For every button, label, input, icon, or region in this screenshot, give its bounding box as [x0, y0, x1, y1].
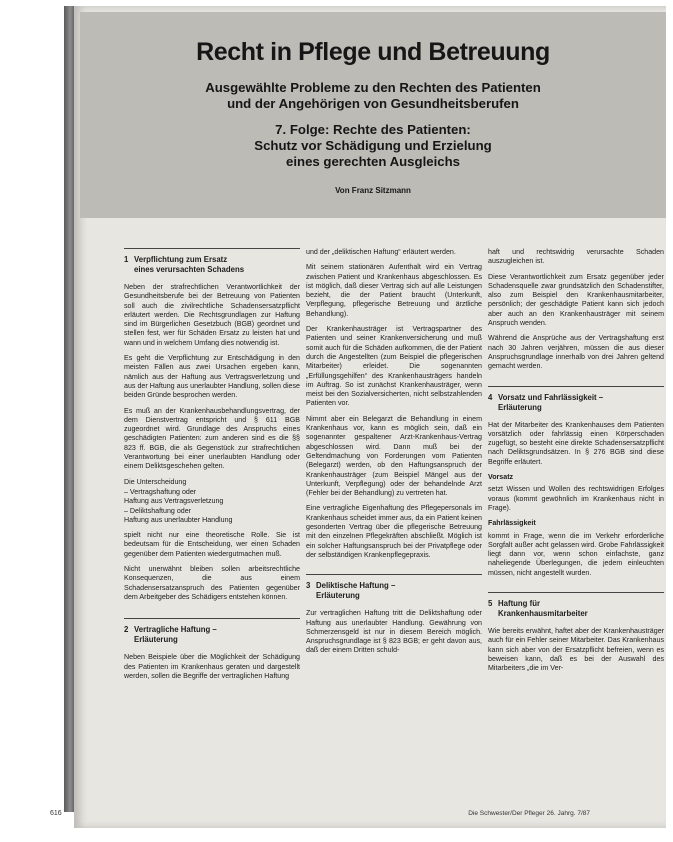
body-paragraph: Nimmt aber ein Belegarzt die Behandlung in einem Krankenhaus vor, kann es möglich sein, daß ein sogenannter gespaltener Arzt-Krankenhaus-Vertrag abgeschlossen wird. Dann muß bei der Geltendmachung von Forderungen vom Patienten (Belegarzt) werden, ob den Haftungsanspruch der Krankenhausträger (zum Beispiel Mängel aus der Unterkunft, Verpflegung) oder der behandelnde Arzt (Fehler bei der Behandlung) zu vertreten hat. — [306, 414, 482, 498]
body-paragraph: Wie bereits erwähnt, haftet aber der Krankenhausträger auch für ein Fehler seiner Mitarbeiter. Das Krankenhaus kann sich aber von der Ersatzpflicht befreien, wenn es beweisen kann, daß es bei der Auswahl des Mitarbeiters „die im Ver- — [488, 627, 664, 673]
body-paragraph: Es geht die Verpflichtung zur Entschädigung in den meisten Fällen aus zwei Ursachen ergeben kann, nämlich aus der Haftung aus Vertragsverletzung und aus der Haftung aus unerlaubter Handlung, sollen diese beiden Gründe besprochen werden. — [124, 354, 300, 400]
body-paragraph: Diese Verantwortlichkeit zum Ersatz gegenüber jeder Schadensquelle zwar grundsätzlich den Schadenstifter, also zum Beispiel den Krankenhausmitarbeiter, persönlich; der geschädigte Patient kann sich jedoch aber auch an den Krankenhausträger mit seinem Anspruch wenden. — [488, 272, 664, 328]
section-heading-3 — [306, 574, 482, 601]
list-item: – Vertragshaftung oder — [124, 487, 197, 496]
body-paragraph: und der „deliktischen Haftung“ erläutert werden. — [306, 248, 456, 256]
body-paragraph: spielt nicht nur eine theoretische Rolle. Sie ist bedeutsam für die Entscheidung, wer einen Schaden gegenüber dem Patienten wiedergutmachen muß. — [124, 531, 300, 558]
article-header — [80, 12, 666, 218]
section-title: Deliktische Haftung – — [316, 581, 396, 591]
body-paragraph: Während die Ansprüche aus der Vertragshaftung erst nach 30 Jahren verjähren, müssen die aus dieser Anspruchsgrundlage innerhalb von drei Jahren geltend gemacht werden. — [488, 334, 664, 371]
section-number: 3 — [306, 581, 311, 591]
section-number: 4 — [488, 392, 493, 402]
subheading-fahrlaessigkeit: Fahrlässigkeit — [488, 519, 536, 528]
body-paragraph: Nicht unerwähnt bleiben sollen arbeitsrechtliche Konsequenzen, die aus einem Schadensersatzanspruch des Patienten gegenüber dem Arbeitgeber des Schädigers entstehen können. — [124, 565, 300, 601]
body-paragraph: Eine vertragliche Eigenhaftung des Pflegepersonals im Krankenhaus scheidet immer aus, da ein Patient keinen gesonderten Vertrag über die pflegerische Betreuung mit den einzelnen Pflegekräften abschließt. Möglich ist ein solcher Haftungsanspruch bei der Privatpflege oder der selbständigen Krankenpflegepraxis. — [306, 504, 482, 559]
list-item: Haftung aus unerlaubter Handlung — [124, 515, 233, 524]
list-intro: Die Unterscheidung — [124, 477, 187, 486]
text-column-right — [488, 248, 664, 804]
running-footer: Die Schwester/Der Pfleger 26. Jahrg. 7/87 — [468, 810, 590, 817]
body-paragraph: Es muß an der Krankenhausbehandlungsvertrag, der dem Dienstvertrag entspricht und § 611 BGB zugeordnet wird. Grundlage des Anspruchs eines geschädigten Patienten: zum anderen sind es die §§ 823 ff. BGB, die als Gegenstück zur strafrechtlichen Verantwortung bei einer unerlaubten Handlung oder einem Deliktsgeschehen gelten. — [124, 406, 300, 471]
section-title-continued: eines verursachten Schadens — [134, 265, 245, 274]
section-title-continued: Krankenhausmitarbeiter — [498, 609, 588, 619]
series-title-line-2: Schutz vor Schädigung und Erzielung — [254, 138, 492, 153]
body-paragraph: Hat der Mitarbeiter des Krankenhauses dem Patienten vorsätzlich oder fahrlässig einen Körperschaden zugefügt, so besteht eine direkte Schadensersatzpflicht nach Deliktsgrundsätzen. In § 276 BGB sind diese Begriffe erläutert. — [488, 420, 664, 466]
section-number: 1 — [124, 255, 129, 264]
body-paragraph: Neben Beispiele über die Möglichkeit der Schädigung des Patienten im Krankenhaus geraten und dargestellt werden, sollen die Begriffe der vertraglichen Haftung — [124, 653, 300, 680]
list-item: Haftung aus Vertragsverletzung — [124, 497, 224, 506]
section-heading-4 — [488, 386, 664, 413]
article-page — [74, 6, 666, 828]
subheading-vorsatz: Vorsatz — [488, 473, 514, 482]
section-heading-2 — [124, 618, 300, 645]
author-byline: Von Franz Sitzmann — [335, 186, 411, 195]
section-title: Verpflichtung zum Ersatz — [134, 255, 228, 264]
list-item: – Deliktshaftung oder — [124, 506, 192, 515]
series-title-line-1: 7. Folge: Rechte des Patienten: — [275, 122, 471, 137]
section-title: Vertragliche Haftung – — [134, 625, 217, 635]
section-heading-5 — [488, 592, 664, 619]
series-title-line-3: eines gerechten Ausgleichs — [286, 154, 460, 169]
body-paragraph: Mit seinem stationären Aufenthalt wird ein Vertrag zwischen Patient und Krankenhaus abgeschlossen. Es ist möglich, daß dieser Vertrag sich auf alle Leistungen bezieht, die der Patient braucht (Unterkunft, Verpflegung, pflegerische Betreuung und ärztliche Behandlung). — [306, 263, 482, 318]
body-paragraph: Der Krankenhausträger ist Vertragspartner des Patienten und seiner Krankenversicherung und muß somit auch für die Schäden aufkommen, die der Patient durch die Angestellten (zum Beispiel die pflegerischen Mitarbeiter) erleidet. Die sogenannten „Erfüllungsgehilfen“ des Krankenhausträgers handeln im Auftrag. So ist zunächst Krankenhausträger, wenn meist bei den Sozialversicherten, nicht selbstzahlenden Patienten vor. — [306, 325, 482, 408]
article-title: Recht in Pflege und Betreuung — [196, 38, 550, 66]
section-heading-1 — [124, 248, 300, 275]
section-title-continued: Erläuterung — [134, 635, 178, 645]
body-paragraph: Zur vertraglichen Haftung tritt die Deliktshaftung oder Haftung aus unerlaubter Handlung. Gewährung von Schmerzensgeld ist nur in diesem Bereich möglich. Anspruchsgrundlage ist § 823 BGB; er geht davon aus, daß der einem Dritten schuld- — [306, 609, 482, 655]
page-number: 616 — [50, 810, 62, 817]
text-column-middle — [306, 248, 482, 804]
section-title-continued: Erläuterung — [498, 402, 542, 412]
body-paragraph: setzt Wissen und Wollen des rechtswidrigen Erfolges voraus (kommt gewöhnlich im Krankenhaus nicht in Frage). — [488, 485, 664, 512]
body-paragraph: kommt in Frage, wenn die im Verkehr erforderliche Sorgfalt außer acht gelassen wird. Grobe Fahrlässigkeit liegt dann vor, wenn schon einfachste, ganz naheliegende Überlegungen, die jedem einleuchten müssen, nicht angestellt wurden. — [488, 531, 664, 577]
body-paragraph: Neben der strafrechtlichen Verantwortlichkeit der Gesundheitsberufe bei der Betreuung von Patienten soll auch die zivilrechtliche Schadensersatzpflicht erläutert werden. Die Rechtsgrundlagen zur Haftung sind im Bürgerlichen Gesetzbuch (BGB) geordnet und stellen fest, wer für Schäden Ersatz zu leisten hat und wann und in welchem Umfang dies notwendig ist. — [124, 283, 300, 347]
section-number: 2 — [124, 625, 129, 635]
section-title-continued: Erläuterung — [316, 591, 360, 601]
section-title: Vorsatz und Fahrlässigkeit – — [498, 392, 604, 402]
section-number: 5 — [488, 599, 493, 609]
liability-type-list — [124, 488, 300, 525]
body-paragraph: haft und rechtswidrig verursachte Schaden auszugleichen ist. — [488, 248, 664, 266]
section-title: Haftung für — [498, 599, 541, 609]
article-subtitle-line-2: und der Angehörigen von Gesundheitsberufen — [227, 96, 519, 111]
text-column-left — [124, 248, 300, 804]
article-subtitle-line-1: Ausgewählte Probleme zu den Rechten des Patienten — [205, 80, 541, 95]
